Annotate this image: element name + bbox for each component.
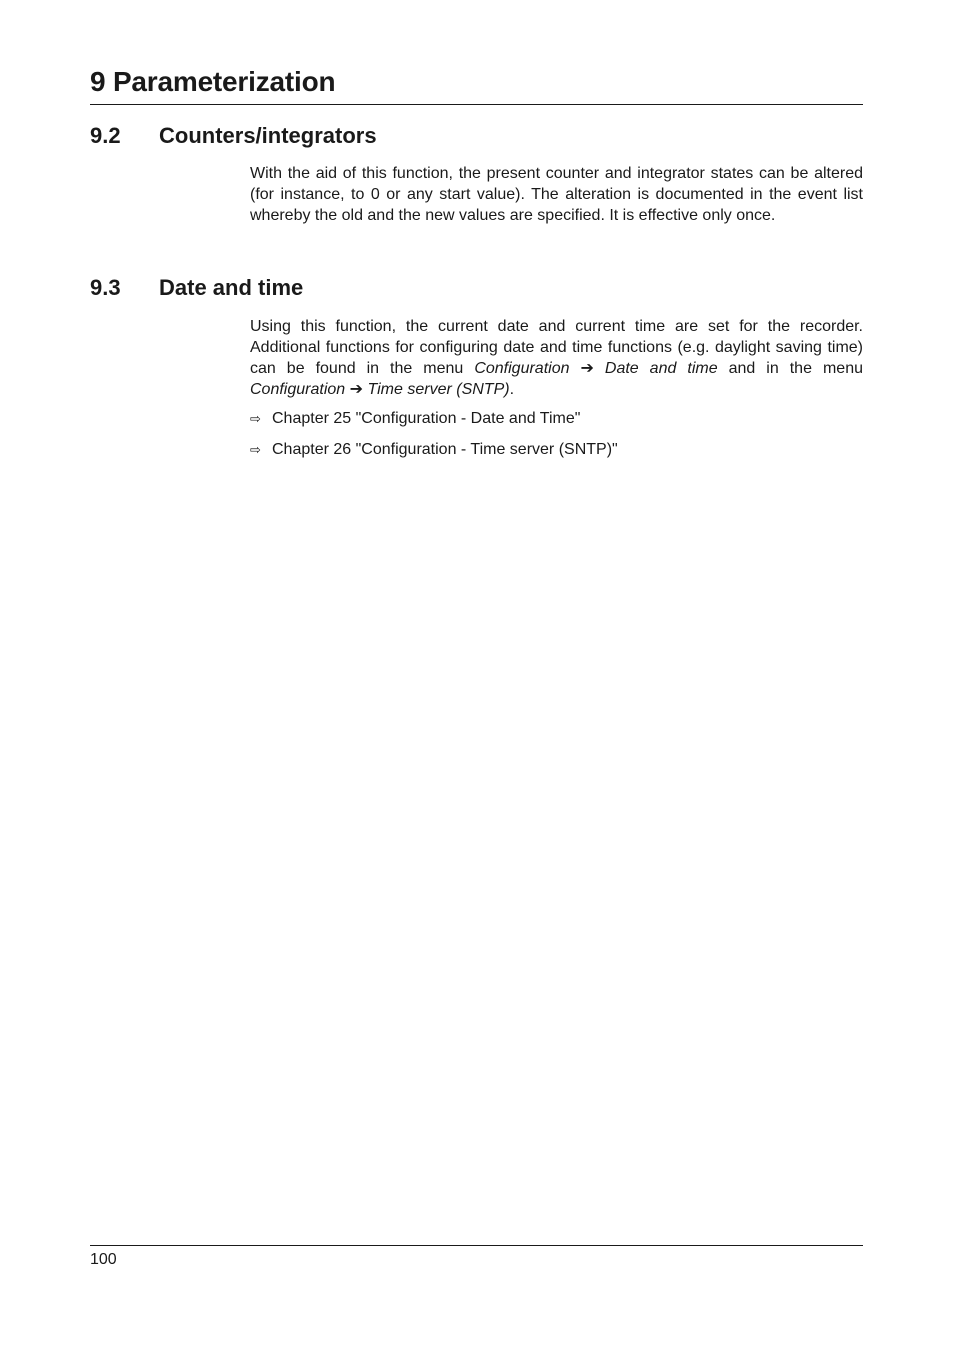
menu-arrow-icon: ➔ [580, 360, 594, 377]
section-number: 9.3 [90, 275, 121, 300]
paragraph-text: Using this function, the current date and current time are set for the recorder. Additional functions for configuring date and time functions (e.g. daylight saving time) can be found in the menu [250, 318, 863, 377]
section-heading-counters [90, 123, 377, 149]
menu-path-time-server: Time server (SNTP) [367, 381, 510, 398]
xref-arrow-icon: ⇨ [250, 442, 261, 457]
xref-chapter-26[interactable] [250, 439, 863, 460]
xref-chapter-25[interactable] [250, 408, 863, 429]
counters-paragraph: With the aid of this function, the present counter and integrator states can be altered (for instance, to 0 or any start value). The alteration is documented in the event list whereby the old and the new values are specified. It is effective only once. [250, 165, 863, 224]
header-rule [90, 104, 863, 105]
xref-label[interactable]: Chapter 26 "Configuration - Time server (SNTP)" [272, 441, 618, 458]
chapter-title: 9 Parameterization [90, 66, 336, 97]
footer-rule [90, 1245, 863, 1246]
section-heading-date-time [90, 275, 303, 301]
menu-arrow-icon: ➔ [349, 381, 364, 398]
section-title: Date and time [159, 275, 304, 300]
menu-path-configuration: Configuration [250, 381, 346, 398]
xref-arrow-icon: ⇨ [250, 411, 261, 426]
paragraph-text: and in the menu [717, 360, 863, 377]
date-time-paragraph [250, 316, 863, 400]
xref-label[interactable]: Chapter 25 "Configuration - Date and Time" [272, 410, 581, 427]
menu-path-configuration: Configuration [474, 360, 570, 377]
page-number: 100 [90, 1251, 117, 1268]
section-title: Counters/integrators [159, 123, 377, 148]
menu-path-date-and-time: Date and time [604, 360, 718, 377]
paragraph-text: . [509, 381, 515, 398]
section-number: 9.2 [90, 123, 121, 148]
